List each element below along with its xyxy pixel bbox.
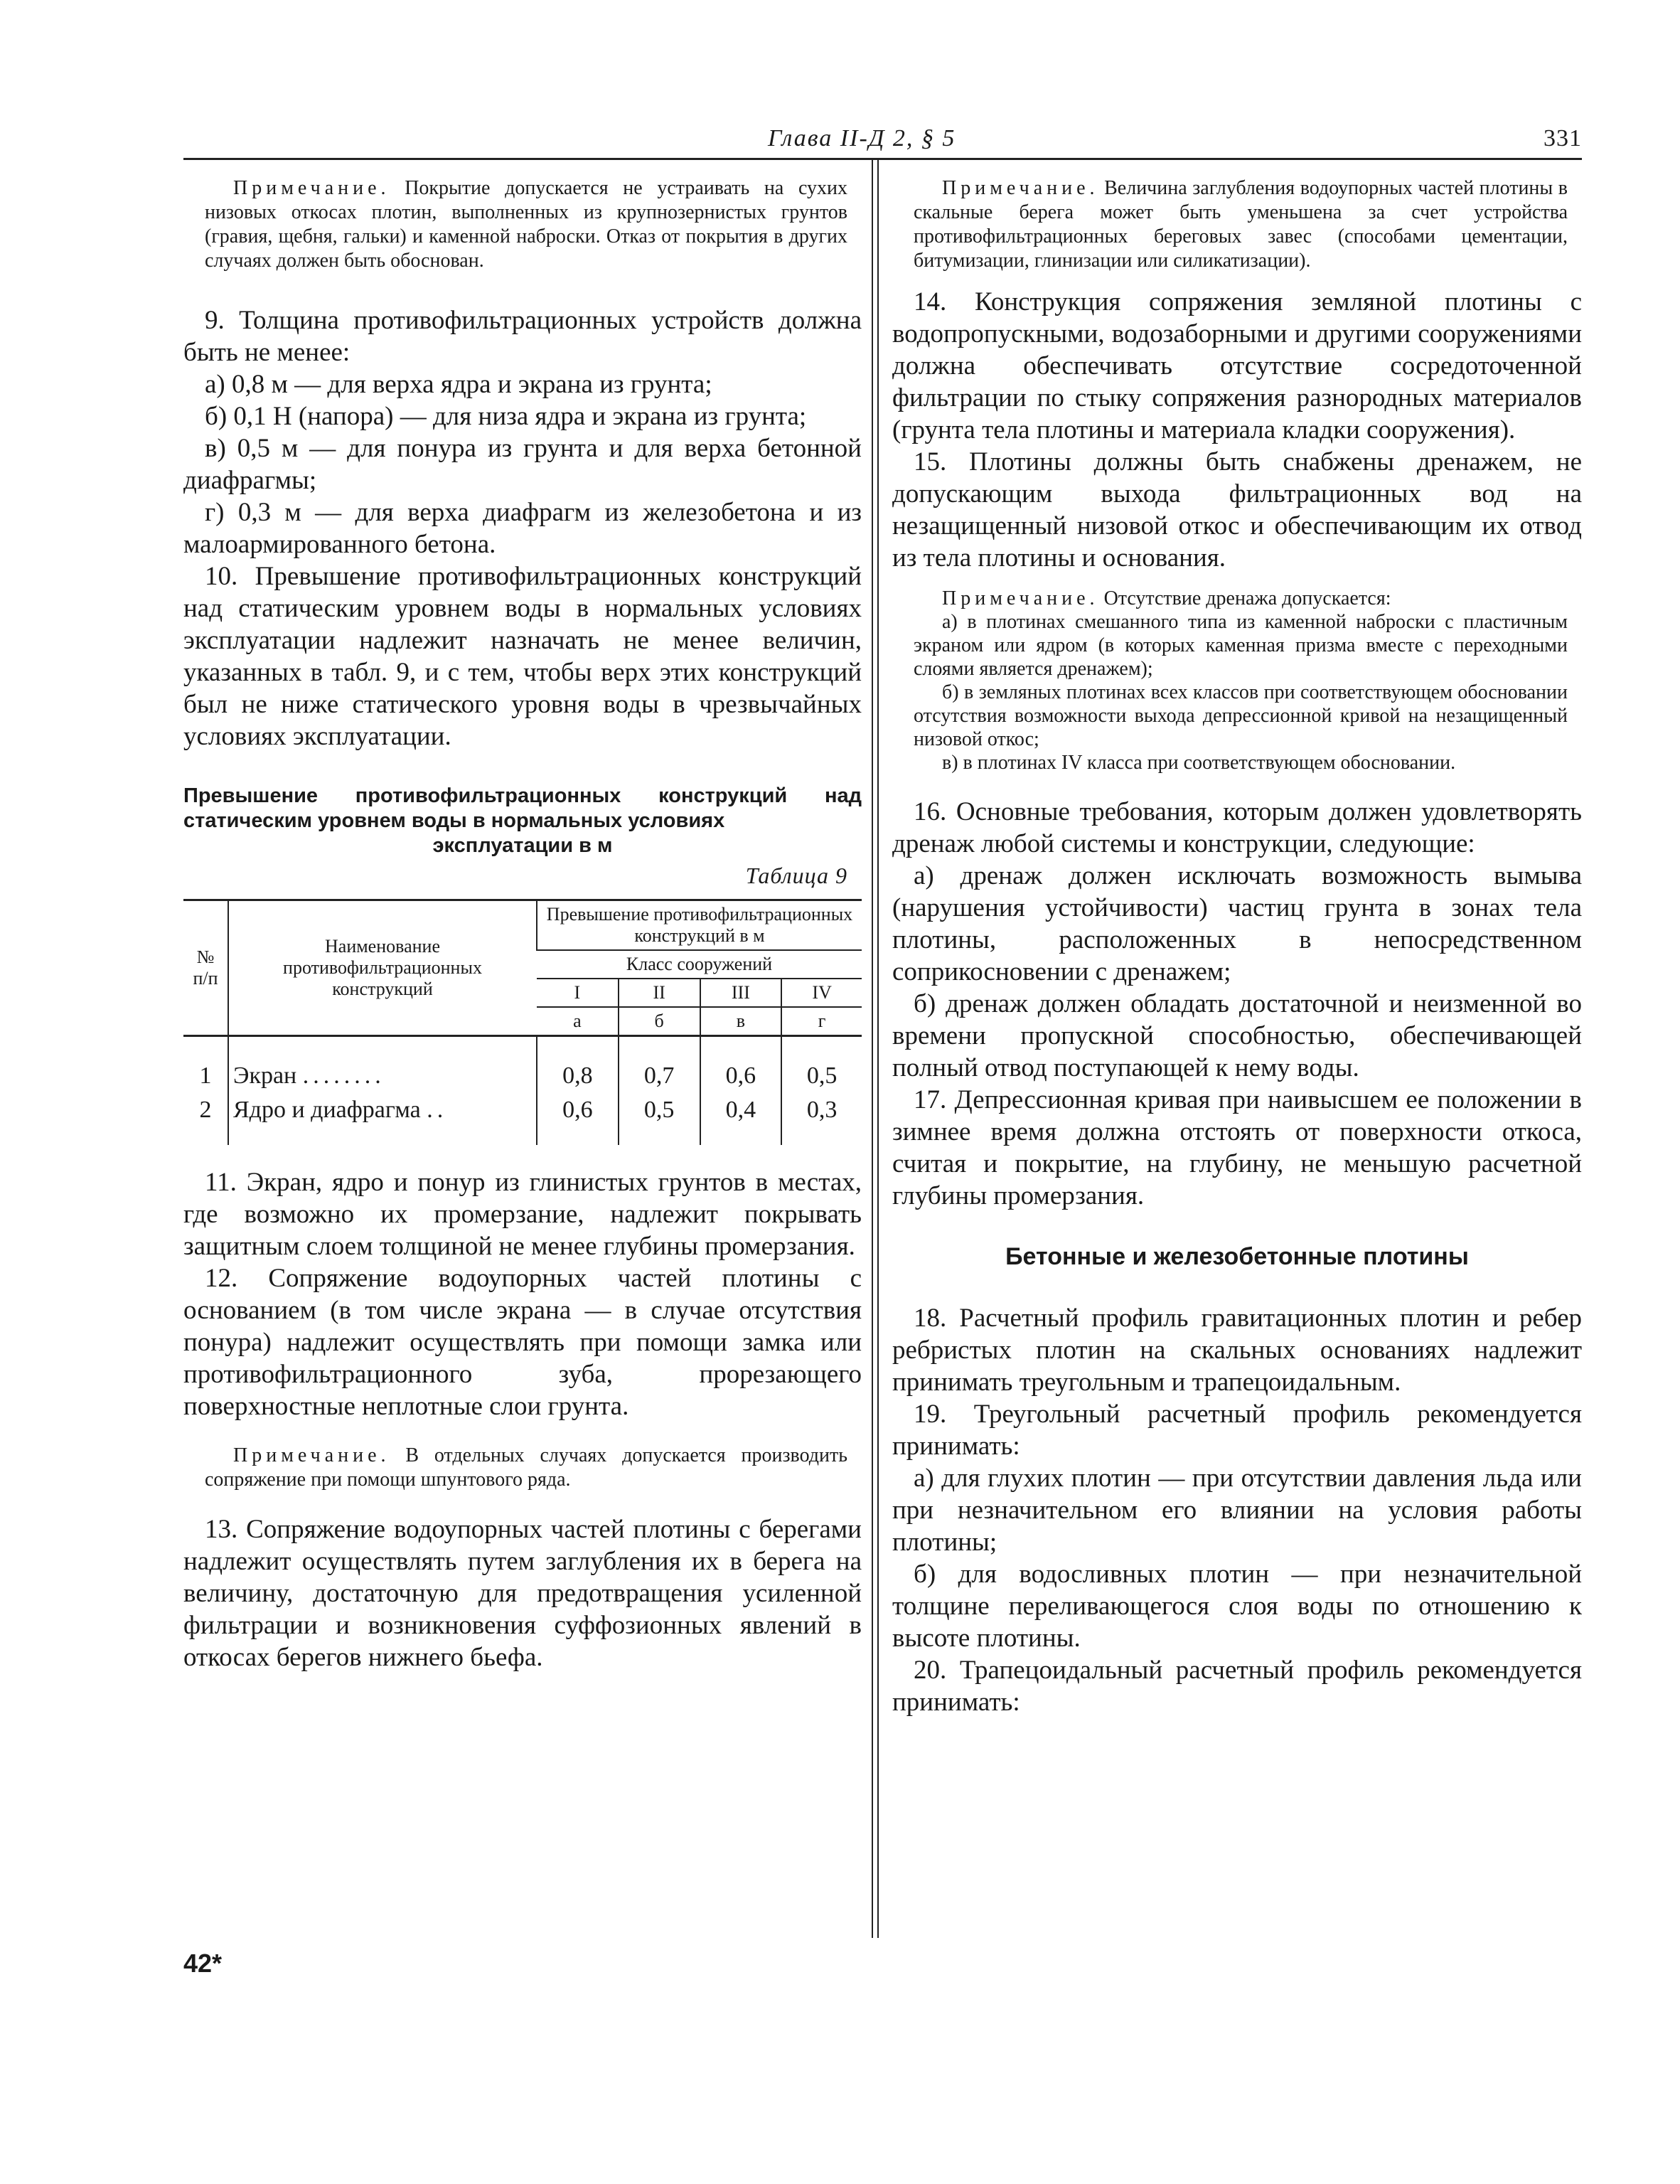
row-value: 0,8: [537, 1036, 619, 1093]
clause-12: 12. Сопряжение водоупорных частей плотины с основанием (в том числе экрана — в случае отсутствия понура) надлежит осуществлять при помощи замка или противофильтрационного зуба, прорезающего поверхностные неплотные слои грунта.: [183, 1264, 862, 1421]
class-iv: IV: [781, 979, 862, 1007]
row-name: Ядро и диафрагма ..: [228, 1092, 537, 1145]
header-class: Класс сооружений: [537, 950, 862, 979]
class-i: I: [537, 979, 619, 1007]
table-title: Превышение противофильтрационных конструкций над статическим уровнем воды в нормальных условиях: [183, 784, 862, 832]
note-item-a: а) в плотинах смешанного типа из каменной наброски с пластичным экраном или ядром (в которых каменная призма вместе с переходными слоями является дренажем);: [914, 611, 1568, 680]
row-value: 0,3: [781, 1092, 862, 1145]
note-text: В отдельных случаях допускается производить сопряжение при помощи шпунтового ряда.: [205, 1444, 847, 1491]
note: [914, 587, 1568, 610]
clause-16b: б) дренаж должен обладать достаточной и неизменной во времени пропускной способностью, обеспечивающей полный отвод поступающей к нему воды.: [892, 989, 1582, 1082]
clause-14: 14. Конструкция сопряжения земляной плотины с водопропускными, водозаборными и другими сооружениями должна обеспечивать отсутствие сосредоточенной фильтрации по стыку сопряжения разнородных материалов (грунта тела плотины и материала кладки сооружения).: [892, 287, 1582, 444]
row-no: 2: [199, 1097, 212, 1123]
clause-11: 11. Экран, ядро и понур из глинистых грунтов в местах, где возможно их промерзание, надлежит покрывать защитным слоем толщиной не менее глубины промерзания.: [183, 1168, 862, 1261]
table-label: Таблица 9: [745, 863, 847, 888]
note-label: Примечание.: [233, 1444, 390, 1466]
header-rule: [183, 158, 1582, 160]
note-label: Примечание.: [942, 177, 1099, 199]
clause-16: 16. Основные требования, которым должен удовлетворять дренаж любой системы и конструкции, следующие:: [892, 797, 1582, 858]
note: [205, 1444, 847, 1492]
letter-b: б: [619, 1007, 700, 1036]
clause-16a: а) дренаж должен исключать возможность вымыва (нарушения устойчивости) частиц грунта в зонах тела плотины, расположенных в непосредственном соприкосновении с дренажем;: [892, 861, 1582, 986]
table-9: [183, 899, 862, 1145]
class-iii: III: [700, 979, 782, 1007]
note-item-b: б) в земляных плотинах всех классов при соответствующем обосновании отсутствия возможности выхода депрессионной кривой на незащищенный низовой откос;: [914, 681, 1568, 750]
column-divider: [877, 160, 879, 1938]
note-text: Покрытие допускается не устраивать на сухих низовых откосах плотин, выполненных из крупнозернистых грунтов (гравия, щебня, гальки) и каменной наброски. Отказ от покрытия в других случаях должен быть обоснован.: [205, 177, 847, 272]
right-column: [892, 176, 1582, 1718]
clause-15: 15. Плотины должны быть снабжены дренажем, не допускающим выхода фильтрационных вод на незащищенный низовой откос и обеспечивающим их отвод из тела плотины и основания.: [892, 447, 1582, 572]
note-item-v: в) в плотинах IV класса при соответствующем обосновании.: [942, 752, 1456, 774]
signature-mark: 42*: [183, 1949, 223, 1978]
note-label: Примечание.: [233, 177, 390, 199]
note-label: Примечание.: [942, 587, 1099, 609]
left-column: [183, 176, 862, 1673]
table-row: [183, 1036, 862, 1093]
clause-9: 9. Толщина противофильтрационных устройств должна быть не менее:: [183, 306, 862, 367]
note-text: Величина заглубления водоупорных частей плотины в скальные берега может быть уменьшена за счет устройства противофильтрационных береговых завес (способами цементации, битумизации, глинизации или силикатизации).: [914, 177, 1568, 272]
clause-19b: б) для водосливных плотин — при незначительной толщине переливающегося слоя воды по отношению к высоте плотины.: [892, 1560, 1582, 1653]
row-no: 1: [183, 1036, 228, 1093]
clause-9a: а) 0,8 м — для верха ядра и экрана из грунта;: [205, 370, 712, 399]
header-name: Наименование противофильтрационных конструкций: [228, 900, 537, 1036]
clause-9b: б) 0,1 H (напора) — для низа ядра и экрана из грунта;: [205, 402, 807, 431]
class-ii: II: [619, 979, 700, 1007]
clause-18: 18. Расчетный профиль гравитационных плотин и ребер ребристых плотин на скальных основаниях надлежит принимать треугольным и трапецоидальным.: [892, 1304, 1582, 1397]
clause-9g: г) 0,3 м — для верха диафрагм из железобетона и из малоармированного бетона.: [183, 498, 862, 559]
row-value: 0,5: [781, 1036, 862, 1093]
note-intro: Отсутствие дренажа допускается:: [1103, 587, 1391, 609]
letter-v: в: [700, 1007, 782, 1036]
chapter-reference: Глава II-Д 2, § 5: [768, 125, 956, 151]
header-no: № п/п: [183, 900, 228, 1036]
clause-19: 19. Треугольный расчетный профиль рекомендуется принимать:: [892, 1400, 1582, 1461]
row-value: 0,6: [537, 1092, 619, 1145]
clause-13: 13. Сопряжение водоупорных частей плотины с берегами надлежит осуществлять путем заглубления их в берега на величину, достаточную для предотвращения усиленной фильтрации и возникновения суффозионных явлений в откосах берегов нижнего бьефа.: [183, 1515, 862, 1672]
note: [914, 176, 1568, 273]
table-row: [183, 1092, 862, 1145]
clause-17: 17. Депрессионная кривая при наивысшем ее положении в зимнее время должна отстоять от поверхности откоса, считая и покрытие, на глубину, не меньшую расчетной глубины промерзания.: [892, 1085, 1582, 1210]
letter-g: г: [781, 1007, 862, 1036]
clause-20: 20. Трапецоидальный расчетный профиль рекомендуется принимать:: [892, 1656, 1582, 1717]
clause-9v: в) 0,5 м — для понура из грунта и для верха бетонной диафрагмы;: [183, 434, 862, 495]
row-value: 0,7: [619, 1036, 700, 1093]
row-value: 0,4: [700, 1092, 782, 1145]
clause-19a: а) для глухих плотин — при отсутствии давления льда или при незначительном его влиянии на условия работы плотины;: [892, 1464, 1582, 1557]
letter-a: а: [537, 1007, 619, 1036]
row-value: 0,5: [619, 1092, 700, 1145]
page-number: 331: [1543, 125, 1582, 151]
table-title-line2: эксплуатации в м: [432, 834, 613, 857]
column-divider: [872, 160, 873, 1938]
row-name: Экран ........: [228, 1036, 537, 1093]
header-excess: Превышение противофильтрационных конструкций в м: [537, 900, 862, 951]
section-title: Бетонные и железобетонные плотины: [1005, 1243, 1469, 1270]
clause-10: 10. Превышение противофильтрационных конструкций над статическим уровнем воды в нормальных условиях эксплуатации надлежит назначать не менее величин, указанных в табл. 9, и с тем, чтобы верх этих конструкций был не ниже статического уровня воды в чрезвычайных условиях эксплуатации.: [183, 562, 862, 751]
row-value: 0,6: [700, 1036, 782, 1093]
page-header: [183, 122, 1582, 158]
note: [205, 176, 847, 273]
